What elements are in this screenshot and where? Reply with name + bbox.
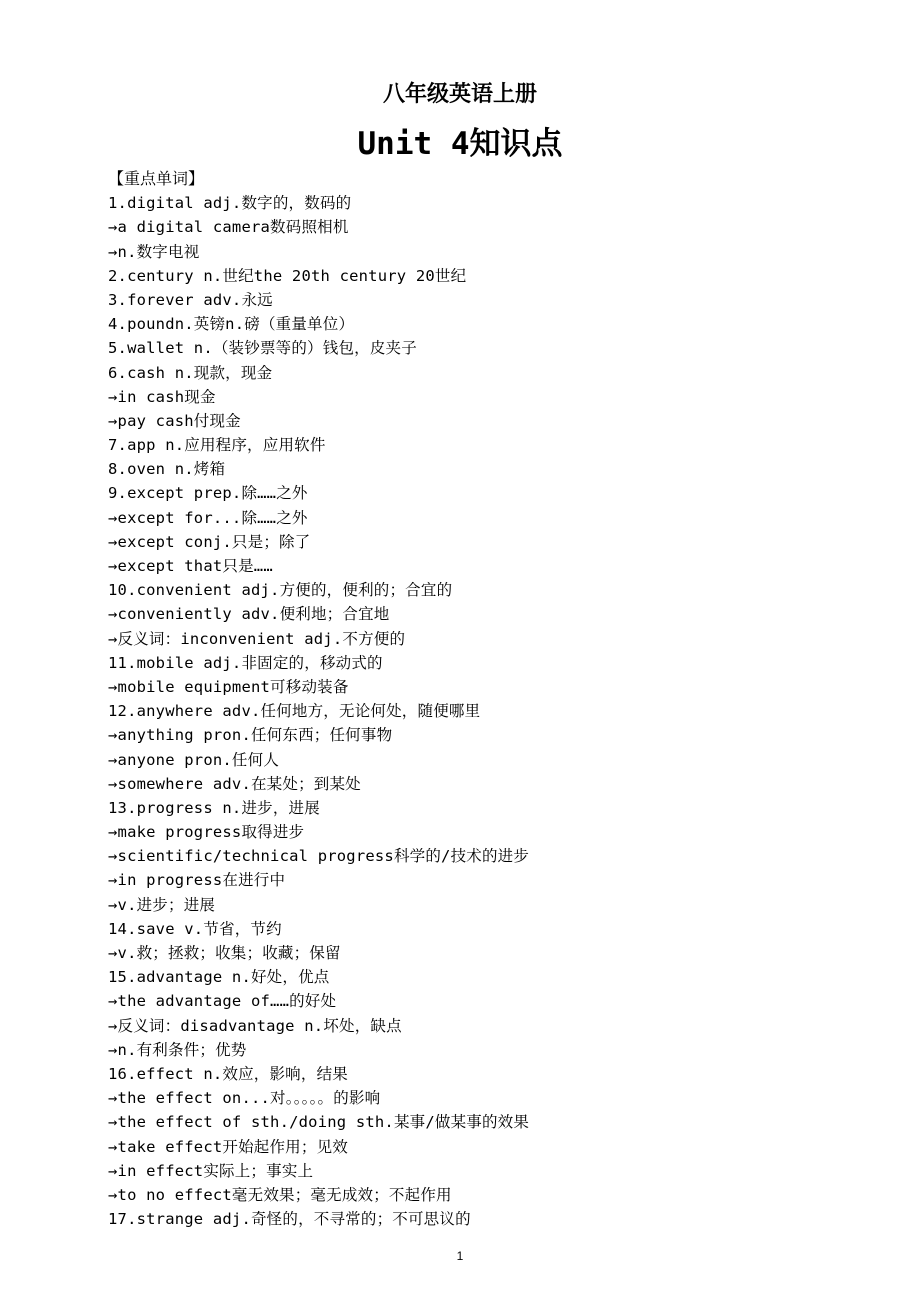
vocabulary-section <box>108 167 868 1231</box>
vocabulary-entry: →pay cash付现金 <box>108 411 241 430</box>
vocabulary-entry: 17.strange adj.奇怪的，不寻常的；不可思议的 <box>108 1210 471 1229</box>
vocabulary-entry: →except for...除……之外 <box>108 508 308 527</box>
vocabulary-entry: 15.advantage n.好处，优点 <box>108 968 330 987</box>
vocabulary-entry: →in cash现金 <box>108 387 216 406</box>
vocabulary-entry: 8.oven n.烤箱 <box>108 460 226 479</box>
vocabulary-entry: →scientific/technical progress科学的/技术的进步 <box>108 847 530 866</box>
vocabulary-entry: 13.progress n.进步，进展 <box>108 798 320 817</box>
vocabulary-entry: →mobile equipment可移动装备 <box>108 677 349 696</box>
vocabulary-entry: 9.except prep.除……之外 <box>108 484 308 503</box>
vocabulary-entry: →v.进步；进展 <box>108 895 216 914</box>
document-header <box>0 78 920 170</box>
vocabulary-entry: 6.cash n.现款，现金 <box>108 363 273 382</box>
vocabulary-entry: →the effect on...对。。。。。的影响 <box>108 1089 381 1108</box>
vocabulary-entry: 11.mobile adj.非固定的，移动式的 <box>108 653 383 672</box>
vocabulary-entry: →except conj.只是；除了 <box>108 532 311 551</box>
vocabulary-entry: 4.poundn.英镑n.磅（重量单位） <box>108 315 355 334</box>
vocabulary-entry: →anyone pron.任何人 <box>108 750 280 769</box>
section-heading: 【重点单词】 <box>108 169 205 188</box>
vocabulary-entry: 1.digital adj.数字的，数码的 <box>108 194 352 213</box>
vocabulary-entry: →in effect实际上；事实上 <box>108 1161 314 1180</box>
vocabulary-entry: →in progress在进行中 <box>108 871 286 890</box>
vocabulary-entry: →n.有利条件；优势 <box>108 1040 247 1059</box>
vocabulary-entry: →the effect of sth./doing sth.某事/做某事的效果 <box>108 1113 530 1132</box>
page-number: 1 <box>456 1249 464 1263</box>
vocabulary-entry: →n.数字电视 <box>108 242 200 261</box>
vocabulary-entry: 16.effect n.效应，影响，结果 <box>108 1064 348 1083</box>
vocabulary-entry: 7.app n.应用程序，应用软件 <box>108 436 326 455</box>
vocabulary-entry: →anything pron.任何东西；任何事物 <box>108 726 393 745</box>
vocabulary-entry: →the advantage of……的好处 <box>108 992 337 1011</box>
document-subtitle: 八年级英语上册 <box>382 82 537 107</box>
vocabulary-entry: →v.救；拯救；收集；收藏；保留 <box>108 944 341 962</box>
vocabulary-entry: →a digital camera数码照相机 <box>108 218 349 237</box>
vocabulary-entry: →somewhere adv.在某处；到某处 <box>108 774 361 793</box>
vocabulary-entry: 12.anywhere adv.任何地方，无论何处，随便哪里 <box>108 702 481 721</box>
vocabulary-entry: →to no effect毫无效果；毫无成效；不起作用 <box>108 1185 452 1204</box>
vocabulary-entry: 14.save v.节省，节约 <box>108 919 282 938</box>
vocabulary-entry: →except that只是…… <box>108 557 273 575</box>
document-title: Unit 4知识点 <box>357 126 563 162</box>
vocabulary-entry: 3.forever adv.永远 <box>108 290 273 309</box>
vocabulary-list <box>108 191 868 1231</box>
vocabulary-entry: 5.wallet n.（装钞票等的）钱包，皮夹子 <box>108 339 417 358</box>
vocabulary-entry: →反义词：disadvantage n.坏处，缺点 <box>108 1016 402 1035</box>
vocabulary-entry: 2.century n.世纪the 20th century 20世纪 <box>108 266 467 285</box>
vocabulary-entry: →make progress取得进步 <box>108 823 305 842</box>
vocabulary-entry: 10.convenient adj.方便的，便利的；合宜的 <box>108 581 453 600</box>
vocabulary-entry: →conveniently adv.便利地；合宜地 <box>108 605 390 624</box>
vocabulary-entry: →反义词：inconvenient adj.不方便的 <box>108 629 406 648</box>
vocabulary-entry: →take effect开始起作用；见效 <box>108 1137 348 1156</box>
